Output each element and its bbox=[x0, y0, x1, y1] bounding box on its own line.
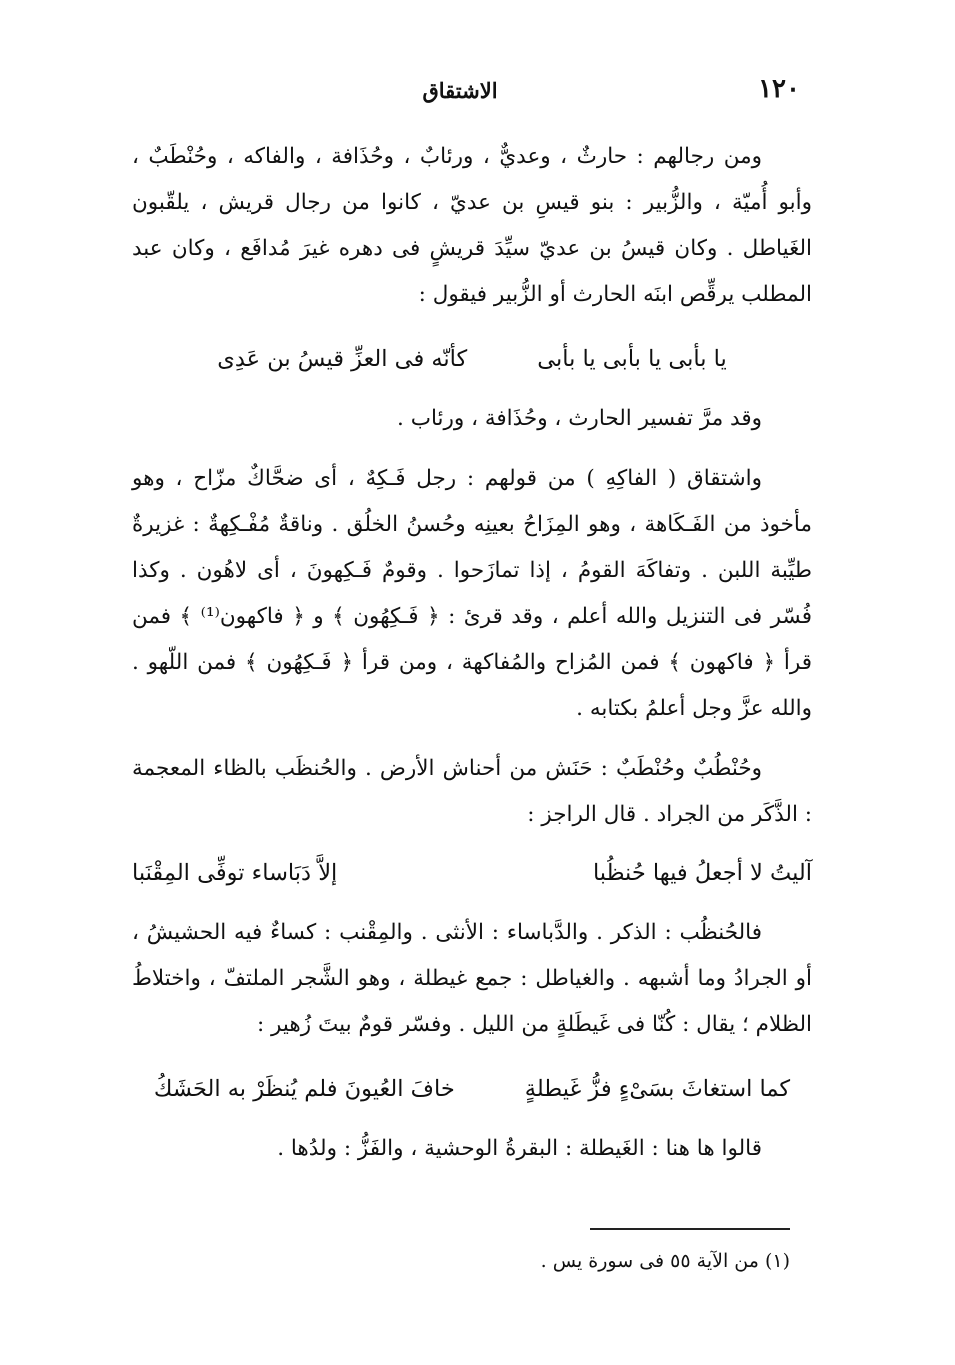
verse-first-hemistich: كما استغاثَ بسَىْءٍ فزُّ غَيطلةٍ bbox=[524, 1076, 791, 1102]
main-text bbox=[132, 134, 812, 1172]
page-number: ١٢٠ bbox=[758, 74, 800, 104]
verse-abdulmuttalib bbox=[132, 336, 812, 382]
footnote: (١) من الآية ٥٥ فى سورة يس . bbox=[540, 1250, 790, 1272]
verse-zuhayr bbox=[132, 1066, 812, 1112]
verse-rajiz bbox=[132, 850, 812, 896]
page-header bbox=[120, 74, 800, 114]
verse-first-hemistich: آليتُ لا أجعلُ فيها حُنظُبا bbox=[592, 860, 812, 886]
verse-second-hemistich: خافَ العُيونَ فلم يُنظَرْ به الحَشَكُ bbox=[153, 1076, 455, 1102]
verse-second-hemistich: إلاَّ دَبَاساء توفِّى المِقْنَبا bbox=[132, 860, 338, 886]
running-title: الاشتقاق bbox=[422, 78, 498, 103]
paragraph-fakih: واشتقاق ( الفاكِهِ ) من قولهم : رجل فَـكِهٌ ، أى ضحَّاكٌ مزّاح ، وهو مأخوذ من الفَـكَاهة ، وهو المِزَاحُ بعينِه وحُسنُ الخلُق . وناقةٌ مُفْـكِهةٌ : غزيرةٌ طيِّبة اللبن . وتفاكَهَ القومُ ، إذا تمازَحوا . وقومٌ فَـكِهونَ ، أى لاهُون . وكذا فُسّر فى التنزيل والله أعلم ، وقد قرئ : ﴿ فَـكِهُون ﴾ و ﴿ فاكهون⁽¹⁾ ﴾ فمن قرأ ﴿ فاكهون ﴾ فمن المُزاح والمُفاكهة ، ومن قرأ ﴿ فَـكِهُون ﴾ فمن اللّهو . والله عزَّ وجل أعلمُ بكتابه . bbox=[132, 466, 812, 721]
paragraph-rijal: ومن رجالهم : حارثٌ ، وعديٌّ ، ورئابٌ ، وحُذَافة ، والفاكه ، وحُنْطَبٌ ، وأبو أُميّة ، والزُّبير : بنو قيسِ بن عديّ ، كانوا من رجال قريش ، يلقّبون الغَياطل . وكان قيسُ بن عديّ سيِّدَ قريشٍ فى دهره غيرَ مُدافَع ، وكان عبد المطلب يرقِّص ابنَه الحارث أو الزُّبير فيقول : bbox=[132, 144, 812, 307]
footnote-divider bbox=[590, 1228, 790, 1230]
verse-second-hemistich: كأنّه فى العزِّ قيسُ بن عَدِى bbox=[217, 346, 468, 372]
paragraph-cross-reference: وقد مرَّ تفسير الحارث ، وحُذَافة ، ورئاب . bbox=[397, 406, 762, 431]
paragraph-ghaytala: قالوا ها هنا : الغَيطلة : البقرةُ الوحشية ، والفَزُّ : ولدُها . bbox=[277, 1136, 762, 1161]
paragraph-ghayatil: فالحُنظُب : الذكر . والدَّباساء : الأنثى . والمِقْنب : كساءٌ فيه الحشيشُ ، أو الجرادُ وما أشبهه . والغياطل : جمع غيطلة ، وهو الشَّجر الملتفّ ، واختلاطُ الظلام ؛ يقال : كُنّا فى غَيطَلةٍ من الليل . وفسّر قومٌ بيتَ زُهير : bbox=[132, 920, 812, 1037]
verse-first-hemistich: يا بأبى يا بأبى يا بأبى bbox=[537, 346, 727, 372]
paragraph-hunthub: وحُنْطُبٌ وحُنْطَبٌ : حَنَش من أحناش الأرض . والحُنظَب بالظاء المعجمة : الذَّكَر من الجراد . قال الراجز : bbox=[132, 756, 812, 827]
